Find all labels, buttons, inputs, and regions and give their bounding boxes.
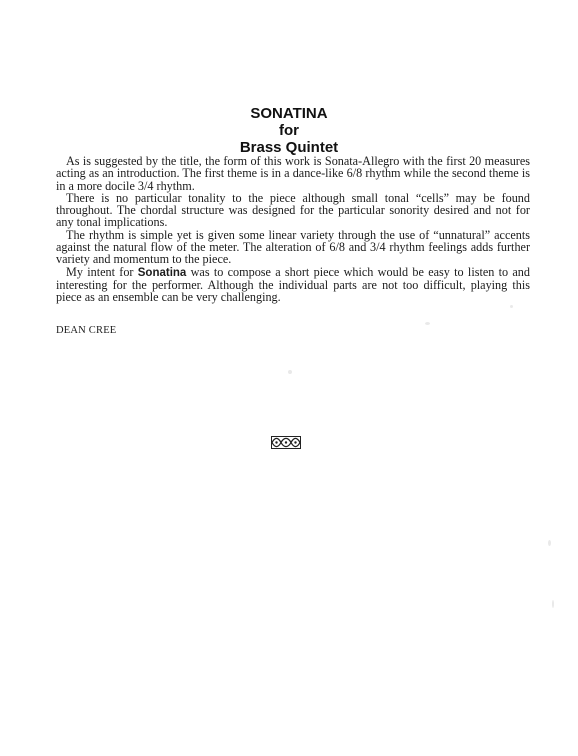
paragraph-intent	[56, 266, 530, 304]
paper-speck	[510, 305, 513, 308]
program-notes	[56, 155, 530, 304]
composer-signature: DEAN CREE	[56, 325, 117, 336]
decorative-knot-ornament-icon	[271, 436, 301, 449]
paragraph-tonality: There is no particular tonality to the piece although small tonal “cells” may be found throughout. The chordal structure was designed for the particular sonority desired and not for any tonal implications.	[56, 190, 530, 230]
title-main: SONATINA	[250, 105, 328, 122]
paper-speck	[548, 540, 551, 546]
title-for: for	[279, 122, 299, 139]
paragraph-form: As is suggested by the title, the form of this work is Sonata-Allegro with the first 20 measures acting as an introduction. The first theme is in a dance-like 6/8 rhythm while the second theme is in a more docile 3/4 rhythm.	[56, 154, 530, 193]
paper-speck	[288, 370, 292, 374]
title-ensemble: Brass Quintet	[239, 139, 339, 156]
paper-speck	[425, 322, 430, 325]
paragraph-intent-after: was to compose a short piece which would be easy to listen to and interesting for the performer. Although the individual parts are not too difficult, playing this piece as an ensemble can be very challenging.	[56, 264, 530, 305]
paragraph-rhythm: The rhythm is simple yet is given some linear variety through the use of “unnatural” accents against the natural flow of the meter. The alteration of 6/8 and 3/4 rhythm feelings adds further variety and momentum to the piece.	[56, 227, 530, 267]
paragraph-intent-emphasis: Sonatina	[137, 266, 187, 279]
paragraph-intent-before: My intent for	[66, 264, 138, 279]
paper-speck	[552, 600, 554, 608]
title-block	[0, 105, 578, 156]
